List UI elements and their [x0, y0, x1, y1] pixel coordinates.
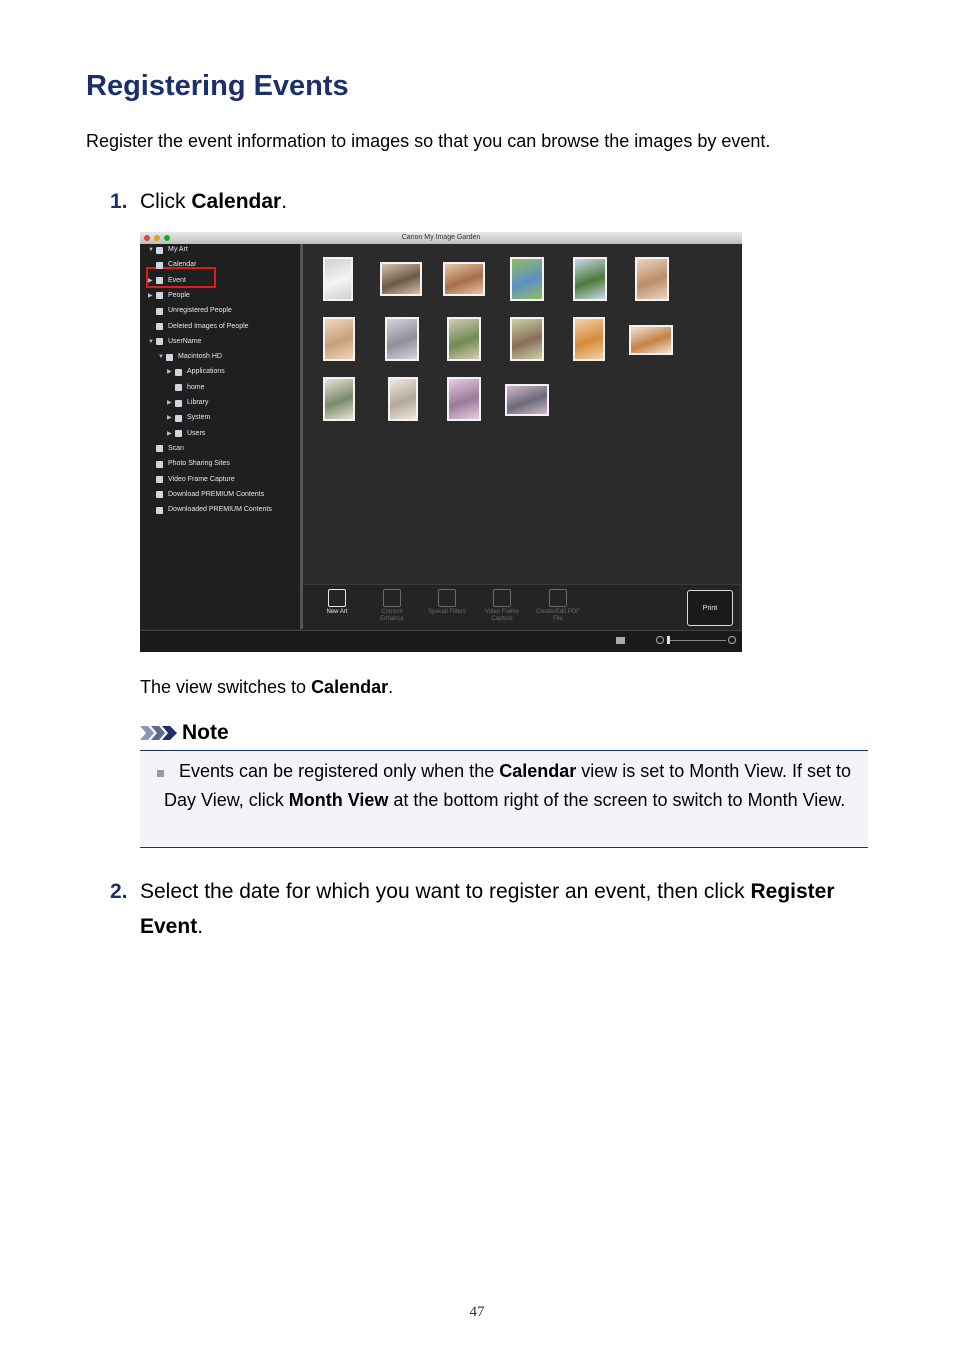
folder-icon — [156, 308, 163, 315]
image-thumbnail[interactable] — [505, 384, 549, 416]
folder-icon — [156, 292, 163, 299]
sidebar-item-library[interactable] — [167, 397, 208, 409]
caption-prefix: The view switches to — [140, 677, 312, 697]
step-text — [140, 184, 840, 219]
step-text — [140, 874, 840, 944]
sidebar-item-label: UserName — [168, 337, 202, 345]
tool-icon — [493, 589, 511, 607]
sidebar-item-applications[interactable] — [167, 366, 225, 378]
image-thumbnail[interactable] — [323, 377, 355, 421]
step-number: 1. — [110, 190, 128, 213]
sidebar-item-label: System — [187, 414, 211, 422]
sidebar-item-download-premium-contents[interactable] — [148, 489, 264, 501]
sidebar-item-label: Unregistered People — [168, 307, 232, 315]
folder-icon — [156, 507, 163, 514]
folder-icon — [175, 400, 182, 407]
app-screenshot — [140, 232, 742, 652]
tool-create-edit-pdf-file[interactable] — [535, 589, 581, 623]
note-bullet — [157, 770, 164, 777]
sidebar-item-people[interactable] — [148, 290, 190, 302]
folder-icon — [175, 369, 182, 376]
expand-arrow-icon[interactable]: ▼ — [148, 338, 154, 345]
note-arrows-icon — [140, 725, 178, 741]
sidebar-item-label: Calendar — [168, 261, 197, 269]
expand-arrow-icon[interactable]: ▶ — [167, 430, 172, 437]
sidebar-item-photo-sharing-sites[interactable] — [148, 458, 230, 470]
sidebar-item-unregistered-people[interactable] — [148, 305, 232, 317]
step-text-bold: Register Event — [140, 880, 835, 938]
expand-arrow-icon[interactable]: ▶ — [167, 415, 172, 422]
image-thumbnail[interactable] — [635, 257, 669, 301]
note-text — [164, 757, 854, 815]
sidebar — [140, 244, 303, 629]
sidebar-item-label: Scan — [168, 444, 184, 452]
sidebar-item-username[interactable] — [148, 336, 201, 348]
note-header — [140, 718, 229, 748]
zoom-out-icon[interactable] — [656, 636, 664, 644]
image-thumbnail[interactable] — [385, 317, 419, 361]
sidebar-item-scan[interactable] — [148, 443, 184, 455]
note-title: Note — [182, 721, 229, 744]
thumbnail-area — [303, 244, 739, 584]
sidebar-item-label: Downloaded PREMIUM Contents — [168, 506, 272, 514]
sidebar-item-home[interactable] — [167, 382, 205, 394]
sidebar-item-macintosh-hd[interactable] — [158, 351, 222, 363]
step-text-prefix: Click — [140, 190, 192, 213]
page-title: Registering Events — [86, 70, 349, 102]
tool-icon — [383, 589, 401, 607]
tool-label: Video Frame Capture — [484, 609, 520, 622]
expand-arrow-icon[interactable]: ▼ — [158, 354, 164, 361]
caption-bold: Calendar — [311, 677, 389, 697]
note-text-2: view is set to Month View. If set to Day View, click — [164, 761, 852, 810]
sidebar-item-label: Macintosh HD — [178, 353, 222, 361]
sidebar-item-label: Deleted Images of People — [168, 322, 249, 330]
sidebar-item-label: Applications — [187, 368, 225, 376]
print-button[interactable]: Print — [687, 590, 733, 626]
image-thumbnail[interactable] — [573, 317, 605, 361]
bottom-toolbar — [303, 584, 739, 631]
tool-correct-enhance[interactable] — [369, 589, 415, 623]
sidebar-item-system[interactable] — [167, 412, 210, 424]
minimize-window-dot[interactable] — [154, 235, 160, 241]
sidebar-item-label: Download PREMIUM Contents — [168, 490, 265, 498]
note-text-1: Events can be registered only when the — [179, 761, 500, 781]
status-bar — [140, 630, 742, 652]
step-text-suffix: . — [197, 915, 204, 938]
zoom-slider[interactable] — [668, 640, 726, 641]
folder-icon — [156, 445, 163, 452]
step-text-bold: Calendar — [191, 190, 282, 213]
tool-icon — [438, 589, 456, 607]
folder-icon — [156, 491, 163, 498]
folder-icon — [156, 262, 163, 269]
sidebar-item-label: Event — [168, 276, 186, 284]
folder-icon — [156, 323, 163, 330]
folder-icon — [156, 247, 163, 254]
image-thumbnail[interactable] — [629, 325, 673, 355]
folder-icon — [156, 476, 163, 483]
sidebar-item-video-frame-capture[interactable] — [148, 474, 235, 486]
tool-icon — [549, 589, 567, 607]
sidebar-item-label: People — [168, 291, 190, 299]
expand-arrow-icon[interactable]: ▼ — [148, 247, 154, 253]
note-box — [140, 750, 868, 848]
sidebar-item-users[interactable] — [167, 428, 205, 440]
window-title: Canon My Image Garden — [401, 234, 481, 241]
image-thumbnail[interactable] — [443, 262, 485, 296]
sidebar-item-deleted-images-of-people[interactable] — [148, 321, 249, 333]
step-number: 2. — [110, 880, 128, 903]
image-thumbnail[interactable] — [447, 377, 481, 421]
tool-label: New Art — [326, 609, 348, 615]
image-thumbnail[interactable] — [573, 257, 607, 301]
view-toggle-icon[interactable] — [616, 637, 625, 644]
sidebar-item-downloaded-premium-contents[interactable] — [148, 504, 272, 516]
sidebar-item-label: My Art — [168, 246, 188, 253]
window-titlebar — [140, 232, 742, 244]
note-text-3: at the bottom right of the screen to switch to Month View. — [388, 790, 846, 810]
image-thumbnail[interactable] — [447, 317, 481, 361]
zoom-in-icon[interactable] — [728, 636, 736, 644]
image-thumbnail[interactable] — [388, 377, 418, 421]
sidebar-item-calendar[interactable] — [148, 259, 196, 271]
sidebar-item-label: home — [187, 383, 205, 391]
expand-arrow-icon[interactable]: ▶ — [167, 369, 172, 376]
tool-label: Correct/ Enhance — [380, 609, 404, 622]
note-bold-1: Calendar — [499, 761, 577, 781]
image-thumbnail[interactable] — [510, 317, 544, 361]
tool-label: Create/Edit PDF File — [536, 609, 580, 622]
note-bold-2: Month View — [288, 790, 389, 810]
step-text-main: Select the date for which you want to register an event, then click — [140, 880, 751, 903]
sidebar-item-label: Users — [187, 429, 206, 437]
sidebar-item-my-art[interactable] — [148, 244, 188, 256]
folder-icon — [156, 461, 163, 468]
expand-arrow-icon[interactable]: ▶ — [167, 400, 172, 406]
sidebar-item-label: Video Frame Capture — [168, 475, 235, 483]
intro-paragraph: Register the event information to images so that you can browse the images by event. — [86, 131, 771, 151]
expand-arrow-icon[interactable]: ▶ — [148, 277, 153, 284]
result-caption — [140, 677, 393, 698]
step-text-suffix: . — [281, 190, 288, 213]
page-number: 47 — [469, 1304, 485, 1320]
folder-icon — [156, 277, 163, 284]
folder-icon — [175, 415, 182, 422]
folder-icon — [156, 338, 163, 345]
folder-icon — [175, 384, 182, 391]
folder-icon — [166, 354, 173, 361]
sidebar-item-label: Library — [187, 399, 209, 406]
tool-label: Special Filters — [428, 609, 466, 615]
image-thumbnail[interactable] — [323, 257, 353, 301]
sidebar-item-event[interactable] — [148, 275, 186, 287]
caption-suffix: . — [388, 677, 394, 697]
close-window-dot[interactable] — [144, 235, 150, 241]
image-thumbnail[interactable] — [323, 317, 355, 361]
folder-icon — [175, 430, 182, 437]
zoom-window-dot[interactable] — [164, 235, 170, 241]
zoom-slider-handle[interactable] — [667, 636, 670, 644]
expand-arrow-icon[interactable]: ▶ — [148, 292, 153, 299]
image-thumbnail[interactable] — [380, 262, 422, 296]
tool-new-art[interactable] — [314, 589, 360, 616]
sidebar-item-label: Photo Sharing Sites — [168, 460, 230, 468]
tool-video-frame-capture[interactable] — [479, 589, 525, 623]
image-thumbnail[interactable] — [510, 257, 544, 301]
tool-icon — [328, 589, 346, 607]
tool-special-filters[interactable] — [424, 589, 470, 616]
